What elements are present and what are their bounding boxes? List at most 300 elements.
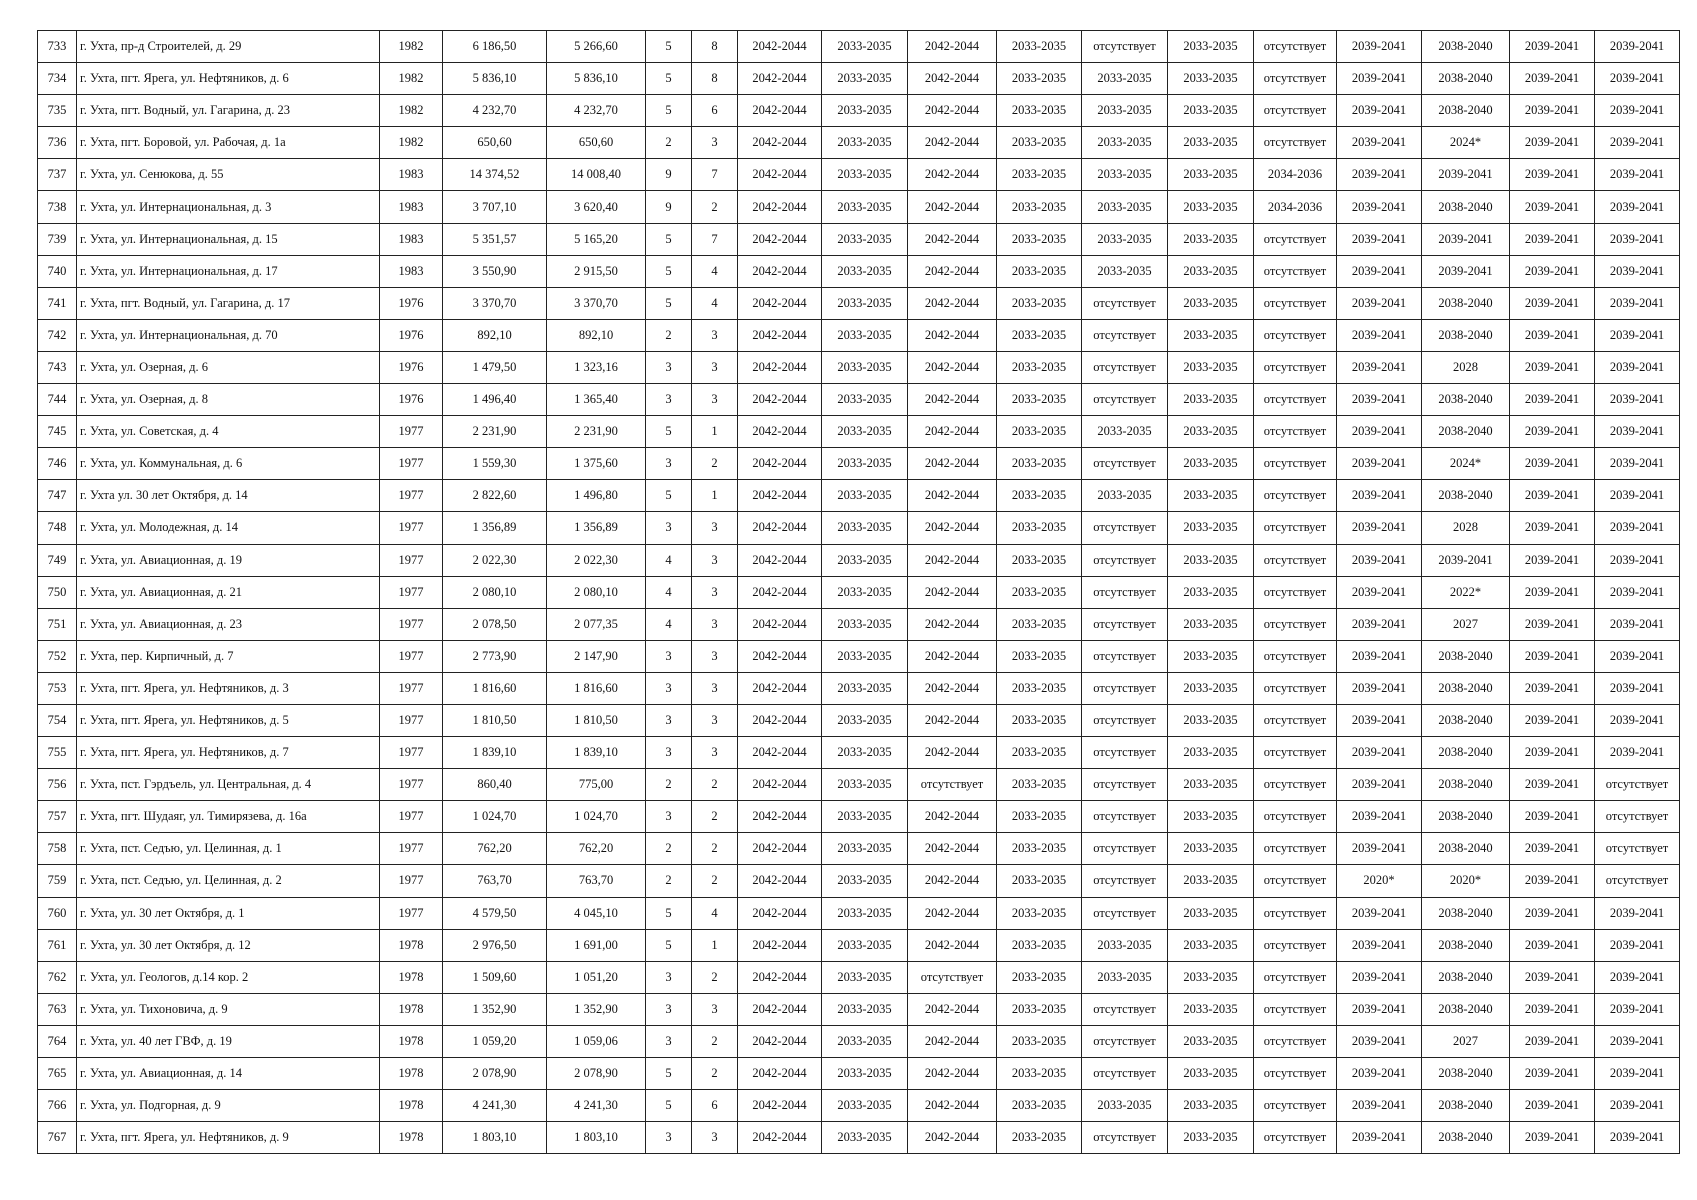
table-cell: 2039-2041 bbox=[1510, 769, 1595, 801]
table-cell: 2039-2041 bbox=[1510, 1025, 1595, 1057]
row-number-cell: 743 bbox=[38, 351, 77, 383]
table-cell: 3 bbox=[692, 704, 738, 736]
table-cell: 2020* bbox=[1337, 865, 1422, 897]
table-cell: 2033-2035 bbox=[822, 865, 908, 897]
table-cell: 1 059,20 bbox=[443, 1025, 547, 1057]
table-cell: 2033-2035 bbox=[997, 833, 1082, 865]
table-cell: 2033-2035 bbox=[822, 319, 908, 351]
table-cell: 2 080,10 bbox=[443, 576, 547, 608]
table-cell: 1977 bbox=[380, 640, 443, 672]
table-cell: 2033-2035 bbox=[1168, 159, 1254, 191]
table-cell: отсутствует bbox=[1254, 1090, 1337, 1122]
table-cell: 2033-2035 bbox=[997, 95, 1082, 127]
table-cell: 2042-2044 bbox=[738, 576, 822, 608]
table-cell: 3 370,70 bbox=[547, 287, 646, 319]
table-cell: 2039-2041 bbox=[1337, 737, 1422, 769]
table-row bbox=[38, 608, 1680, 640]
table-cell: отсутствует bbox=[1254, 929, 1337, 961]
table-cell: 3 bbox=[692, 351, 738, 383]
table-cell: 1977 bbox=[380, 480, 443, 512]
table-cell: 5 165,20 bbox=[547, 223, 646, 255]
table-cell: 2033-2035 bbox=[822, 897, 908, 929]
table-cell: 2039-2041 bbox=[1510, 287, 1595, 319]
table-cell: 2033-2035 bbox=[997, 1122, 1082, 1154]
table-cell: 2039-2041 bbox=[1510, 833, 1595, 865]
table-cell: 2042-2044 bbox=[908, 384, 997, 416]
table-cell: 2039-2041 bbox=[1595, 1058, 1680, 1090]
table-cell: 2 bbox=[692, 769, 738, 801]
table-cell: 2039-2041 bbox=[1422, 159, 1510, 191]
table-cell: отсутствует bbox=[1254, 351, 1337, 383]
table-cell: 2033-2035 bbox=[822, 833, 908, 865]
table-cell: 1983 bbox=[380, 223, 443, 255]
table-cell: 2033-2035 bbox=[997, 993, 1082, 1025]
table-cell: 2039-2041 bbox=[1510, 929, 1595, 961]
row-number-cell: 758 bbox=[38, 833, 77, 865]
row-number-cell: 749 bbox=[38, 544, 77, 576]
table-cell: 2038-2040 bbox=[1422, 833, 1510, 865]
table-cell: 2033-2035 bbox=[997, 929, 1082, 961]
table-cell: 2039-2041 bbox=[1595, 672, 1680, 704]
table-cell: 2042-2044 bbox=[908, 801, 997, 833]
table-cell: 2038-2040 bbox=[1422, 961, 1510, 993]
address-cell: г. Ухта, пгт. Боровой, ул. Рабочая, д. 1а bbox=[77, 127, 380, 159]
table-cell: 2039-2041 bbox=[1595, 993, 1680, 1025]
row-number-cell: 746 bbox=[38, 448, 77, 480]
table-cell: отсутствует bbox=[1082, 608, 1168, 640]
table-cell: 2042-2044 bbox=[908, 608, 997, 640]
table-cell: 2033-2035 bbox=[1168, 801, 1254, 833]
table-cell: отсутствует bbox=[1082, 865, 1168, 897]
table-cell: 2033-2035 bbox=[997, 512, 1082, 544]
table-cell: 3 620,40 bbox=[547, 191, 646, 223]
table-cell: 2028 bbox=[1422, 512, 1510, 544]
table-cell: 1978 bbox=[380, 1122, 443, 1154]
table-cell: 1983 bbox=[380, 255, 443, 287]
table-cell: 3 bbox=[692, 993, 738, 1025]
table-cell: 5 bbox=[646, 63, 692, 95]
table-cell: 2033-2035 bbox=[997, 961, 1082, 993]
table-cell: 3 bbox=[646, 351, 692, 383]
table-cell: 2039-2041 bbox=[1595, 1090, 1680, 1122]
table-row bbox=[38, 865, 1680, 897]
table-cell: 2033-2035 bbox=[1082, 1090, 1168, 1122]
table-cell: 1977 bbox=[380, 448, 443, 480]
table-cell: 2038-2040 bbox=[1422, 704, 1510, 736]
address-cell: г. Ухта, пгт. Ярега, ул. Нефтяников, д. 5 bbox=[77, 704, 380, 736]
table-cell: 2 bbox=[692, 833, 738, 865]
table-cell: 2033-2035 bbox=[1168, 929, 1254, 961]
table-cell: 2042-2044 bbox=[908, 1025, 997, 1057]
table-cell: 2033-2035 bbox=[1168, 576, 1254, 608]
table-cell: 2042-2044 bbox=[738, 544, 822, 576]
table-cell: 1977 bbox=[380, 672, 443, 704]
table-cell: 2042-2044 bbox=[738, 961, 822, 993]
table-cell: 2039-2041 bbox=[1510, 544, 1595, 576]
table-cell: 5 bbox=[646, 95, 692, 127]
row-number-cell: 747 bbox=[38, 480, 77, 512]
table-cell: 2033-2035 bbox=[1168, 1122, 1254, 1154]
table-cell: 5 bbox=[646, 223, 692, 255]
table-cell: 2033-2035 bbox=[822, 448, 908, 480]
table-cell: отсутствует bbox=[1254, 704, 1337, 736]
table-cell: 1 816,60 bbox=[443, 672, 547, 704]
table-cell: отсутствует bbox=[1082, 512, 1168, 544]
table-cell: 2042-2044 bbox=[738, 672, 822, 704]
table-cell: 2033-2035 bbox=[822, 704, 908, 736]
address-cell: г. Ухта, ул. Интернациональная, д. 3 bbox=[77, 191, 380, 223]
table-cell: 3 bbox=[646, 448, 692, 480]
table-row bbox=[38, 801, 1680, 833]
table-cell: 2042-2044 bbox=[738, 351, 822, 383]
table-cell: 1982 bbox=[380, 95, 443, 127]
table-cell: 2 077,35 bbox=[547, 608, 646, 640]
table-cell: 2042-2044 bbox=[908, 672, 997, 704]
table-cell: 2033-2035 bbox=[822, 769, 908, 801]
table-cell: отсутствует bbox=[1082, 31, 1168, 63]
table-cell: 2033-2035 bbox=[997, 480, 1082, 512]
table-cell: отсутствует bbox=[1082, 544, 1168, 576]
table-cell: 1978 bbox=[380, 1090, 443, 1122]
table-cell: 2038-2040 bbox=[1422, 1122, 1510, 1154]
row-number-cell: 737 bbox=[38, 159, 77, 191]
row-number-cell: 744 bbox=[38, 384, 77, 416]
table-row bbox=[38, 319, 1680, 351]
table-cell: отсутствует bbox=[1254, 287, 1337, 319]
table-row bbox=[38, 961, 1680, 993]
table-cell: 2033-2035 bbox=[1168, 191, 1254, 223]
table-cell: 2042-2044 bbox=[738, 319, 822, 351]
table-cell: 2038-2040 bbox=[1422, 929, 1510, 961]
table-cell: отсутствует bbox=[1254, 544, 1337, 576]
table-cell: 2039-2041 bbox=[1337, 640, 1422, 672]
table-cell: 2038-2040 bbox=[1422, 737, 1510, 769]
table-cell: 2042-2044 bbox=[738, 384, 822, 416]
table-cell: 2033-2035 bbox=[1168, 737, 1254, 769]
table-cell: 2042-2044 bbox=[908, 640, 997, 672]
table-cell: 2039-2041 bbox=[1595, 287, 1680, 319]
table-cell: отсутствует bbox=[1254, 993, 1337, 1025]
address-cell: г. Ухта, ул. 40 лет ГВФ, д. 19 bbox=[77, 1025, 380, 1057]
table-cell: 2039-2041 bbox=[1510, 448, 1595, 480]
table-cell: 2033-2035 bbox=[1168, 1058, 1254, 1090]
housing-table bbox=[37, 30, 1680, 1154]
table-row bbox=[38, 704, 1680, 736]
table-row bbox=[38, 63, 1680, 95]
table-cell: 892,10 bbox=[547, 319, 646, 351]
table-cell: 2033-2035 bbox=[997, 127, 1082, 159]
table-cell: 2042-2044 bbox=[908, 737, 997, 769]
table-cell: 2033-2035 bbox=[1168, 384, 1254, 416]
table-cell: 2 bbox=[692, 801, 738, 833]
table-row bbox=[38, 384, 1680, 416]
table-row bbox=[38, 640, 1680, 672]
table-cell: 2042-2044 bbox=[738, 769, 822, 801]
table-cell: 2039-2041 bbox=[1337, 448, 1422, 480]
table-cell: 2033-2035 bbox=[822, 416, 908, 448]
table-cell: отсутствует bbox=[1254, 801, 1337, 833]
table-cell: 1 479,50 bbox=[443, 351, 547, 383]
table-cell: 2038-2040 bbox=[1422, 897, 1510, 929]
table-cell: 2 231,90 bbox=[443, 416, 547, 448]
table-cell: 2042-2044 bbox=[908, 319, 997, 351]
table-cell: отсутствует bbox=[1254, 127, 1337, 159]
table-cell: 2042-2044 bbox=[738, 801, 822, 833]
address-cell: г. Ухта, ул. Авиационная, д. 14 bbox=[77, 1058, 380, 1090]
table-cell: 2 078,50 bbox=[443, 608, 547, 640]
table-cell: 3 bbox=[692, 608, 738, 640]
table-cell: 2033-2035 bbox=[1168, 1090, 1254, 1122]
table-cell: отсутствует bbox=[1254, 769, 1337, 801]
table-cell: 3 370,70 bbox=[443, 287, 547, 319]
table-cell: 3 bbox=[692, 640, 738, 672]
table-cell: 1977 bbox=[380, 608, 443, 640]
row-number-cell: 760 bbox=[38, 897, 77, 929]
table-cell: 2039-2041 bbox=[1337, 191, 1422, 223]
table-cell: 1 051,20 bbox=[547, 961, 646, 993]
table-cell: 2033-2035 bbox=[1168, 993, 1254, 1025]
address-cell: г. Ухта, пст. Седъю, ул. Целинная, д. 2 bbox=[77, 865, 380, 897]
table-cell: 2033-2035 bbox=[1168, 31, 1254, 63]
table-cell: отсутствует bbox=[1082, 672, 1168, 704]
table-cell: отсутствует bbox=[1082, 351, 1168, 383]
table-cell: 1 816,60 bbox=[547, 672, 646, 704]
table-cell: 2039-2041 bbox=[1337, 287, 1422, 319]
table-cell: 3 bbox=[646, 1122, 692, 1154]
table-cell: 3 bbox=[646, 737, 692, 769]
table-cell: отсутствует bbox=[1254, 1058, 1337, 1090]
table-cell: 2039-2041 bbox=[1510, 223, 1595, 255]
table-cell: 2033-2035 bbox=[1168, 448, 1254, 480]
table-cell: 2038-2040 bbox=[1422, 319, 1510, 351]
table-cell: 2042-2044 bbox=[908, 480, 997, 512]
table-cell: 2038-2040 bbox=[1422, 480, 1510, 512]
table-cell: 2033-2035 bbox=[1168, 127, 1254, 159]
row-number-cell: 751 bbox=[38, 608, 77, 640]
table-cell: 2039-2041 bbox=[1595, 1122, 1680, 1154]
table-cell: отсутствует bbox=[1254, 640, 1337, 672]
table-cell: 2 bbox=[692, 1025, 738, 1057]
table-cell: 2038-2040 bbox=[1422, 1058, 1510, 1090]
table-cell: 2034-2036 bbox=[1254, 191, 1337, 223]
table-cell: 2033-2035 bbox=[822, 351, 908, 383]
table-row bbox=[38, 897, 1680, 929]
table-cell: 4 bbox=[646, 544, 692, 576]
table-cell: отсутствует bbox=[1254, 95, 1337, 127]
table-cell: 1 559,30 bbox=[443, 448, 547, 480]
table-cell: 2033-2035 bbox=[822, 159, 908, 191]
table-cell: 1 496,40 bbox=[443, 384, 547, 416]
address-cell: г. Ухта, пгт. Ярега, ул. Нефтяников, д. 6 bbox=[77, 63, 380, 95]
table-cell: 2039-2041 bbox=[1595, 31, 1680, 63]
table-cell: 2039-2041 bbox=[1337, 897, 1422, 929]
table-cell: 2033-2035 bbox=[997, 865, 1082, 897]
table-cell: 4 241,30 bbox=[443, 1090, 547, 1122]
table-cell: 2024* bbox=[1422, 127, 1510, 159]
table-cell: 2 bbox=[646, 319, 692, 351]
table-cell: 2042-2044 bbox=[908, 63, 997, 95]
table-cell: 2042-2044 bbox=[738, 512, 822, 544]
table-cell: 2033-2035 bbox=[1168, 961, 1254, 993]
row-number-cell: 761 bbox=[38, 929, 77, 961]
row-number-cell: 745 bbox=[38, 416, 77, 448]
table-cell: 1 356,89 bbox=[443, 512, 547, 544]
table-cell: 5 bbox=[646, 255, 692, 287]
table-cell: отсутствует bbox=[1254, 31, 1337, 63]
table-cell: 1983 bbox=[380, 191, 443, 223]
table-cell: 5 bbox=[646, 287, 692, 319]
table-cell: 2033-2035 bbox=[822, 1058, 908, 1090]
table-cell: 2039-2041 bbox=[1337, 576, 1422, 608]
address-cell: г. Ухта, пер. Кирпичный, д. 7 bbox=[77, 640, 380, 672]
table-cell: 2042-2044 bbox=[908, 704, 997, 736]
table-cell: отсутствует bbox=[1254, 255, 1337, 287]
row-number-cell: 734 bbox=[38, 63, 77, 95]
table-cell: 2039-2041 bbox=[1510, 737, 1595, 769]
table-cell: 2033-2035 bbox=[822, 255, 908, 287]
table-cell: 14 008,40 bbox=[547, 159, 646, 191]
table-cell: 2039-2041 bbox=[1337, 159, 1422, 191]
address-cell: г. Ухта, ул. Озерная, д. 6 bbox=[77, 351, 380, 383]
table-cell: 892,10 bbox=[443, 319, 547, 351]
table-cell: 2042-2044 bbox=[908, 31, 997, 63]
table-cell: 2038-2040 bbox=[1422, 993, 1510, 1025]
table-cell: 2033-2035 bbox=[1082, 95, 1168, 127]
table-cell: 7 bbox=[692, 223, 738, 255]
table-cell: 2039-2041 bbox=[1422, 255, 1510, 287]
row-number-cell: 765 bbox=[38, 1058, 77, 1090]
table-cell: 9 bbox=[646, 191, 692, 223]
table-cell: 2033-2035 bbox=[822, 961, 908, 993]
table-cell: отсутствует bbox=[1595, 769, 1680, 801]
table-cell: 2039-2041 bbox=[1595, 319, 1680, 351]
row-number-cell: 739 bbox=[38, 223, 77, 255]
table-cell: 6 186,50 bbox=[443, 31, 547, 63]
table-cell: 2033-2035 bbox=[1168, 608, 1254, 640]
table-cell: 5 351,57 bbox=[443, 223, 547, 255]
table-cell: 3 bbox=[646, 993, 692, 1025]
table-cell: 2039-2041 bbox=[1510, 801, 1595, 833]
table-cell: 2042-2044 bbox=[738, 448, 822, 480]
table-cell: 2 976,50 bbox=[443, 929, 547, 961]
row-number-cell: 759 bbox=[38, 865, 77, 897]
table-cell: 2039-2041 bbox=[1337, 255, 1422, 287]
table-row bbox=[38, 448, 1680, 480]
table-cell: 2039-2041 bbox=[1510, 897, 1595, 929]
table-row bbox=[38, 576, 1680, 608]
table-row bbox=[38, 416, 1680, 448]
table-cell: 2039-2041 bbox=[1337, 127, 1422, 159]
row-number-cell: 767 bbox=[38, 1122, 77, 1154]
table-row bbox=[38, 833, 1680, 865]
table-cell: 6 bbox=[692, 1090, 738, 1122]
table-cell: 2042-2044 bbox=[738, 159, 822, 191]
row-number-cell: 750 bbox=[38, 576, 77, 608]
table-cell: отсутствует bbox=[1254, 416, 1337, 448]
table-cell: 2039-2041 bbox=[1337, 1090, 1422, 1122]
table-row bbox=[38, 1090, 1680, 1122]
table-cell: 2028 bbox=[1422, 351, 1510, 383]
table-cell: 2039-2041 bbox=[1595, 223, 1680, 255]
table-cell: 2033-2035 bbox=[1082, 191, 1168, 223]
address-cell: г. Ухта, пст. Седъю, ул. Целинная, д. 1 bbox=[77, 833, 380, 865]
table-row bbox=[38, 1025, 1680, 1057]
table-cell: 1 810,50 bbox=[443, 704, 547, 736]
table-cell: 2033-2035 bbox=[822, 223, 908, 255]
table-cell: 2033-2035 bbox=[822, 1122, 908, 1154]
table-row bbox=[38, 191, 1680, 223]
address-cell: г. Ухта, ул. Геологов, д.14 кор. 2 bbox=[77, 961, 380, 993]
row-number-cell: 756 bbox=[38, 769, 77, 801]
row-number-cell: 742 bbox=[38, 319, 77, 351]
table-cell: 2033-2035 bbox=[1168, 640, 1254, 672]
table-cell: отсутствует bbox=[1595, 801, 1680, 833]
table-cell: 2042-2044 bbox=[908, 865, 997, 897]
table-row bbox=[38, 993, 1680, 1025]
table-cell: 2033-2035 bbox=[1168, 544, 1254, 576]
table-cell: 1978 bbox=[380, 1058, 443, 1090]
table-cell: 2038-2040 bbox=[1422, 191, 1510, 223]
table-cell: 1 bbox=[692, 480, 738, 512]
table-row bbox=[38, 1058, 1680, 1090]
table-cell: 2039-2041 bbox=[1595, 480, 1680, 512]
table-row bbox=[38, 95, 1680, 127]
table-cell: 1982 bbox=[380, 63, 443, 95]
table-cell: 2033-2035 bbox=[997, 63, 1082, 95]
table-cell: 2039-2041 bbox=[1510, 159, 1595, 191]
table-cell: 2033-2035 bbox=[1168, 63, 1254, 95]
table-cell: отсутствует bbox=[1254, 576, 1337, 608]
table-cell: 2027 bbox=[1422, 1025, 1510, 1057]
table-cell: 2042-2044 bbox=[738, 1090, 822, 1122]
table-cell: 2039-2041 bbox=[1595, 737, 1680, 769]
address-cell: г. Ухта, ул. Интернациональная, д. 15 bbox=[77, 223, 380, 255]
row-number-cell: 735 bbox=[38, 95, 77, 127]
table-cell: 7 bbox=[692, 159, 738, 191]
table-cell: 762,20 bbox=[547, 833, 646, 865]
table-cell: 2039-2041 bbox=[1337, 63, 1422, 95]
table-cell: 1 024,70 bbox=[547, 801, 646, 833]
table-cell: 2039-2041 bbox=[1595, 961, 1680, 993]
table-cell: 1977 bbox=[380, 737, 443, 769]
address-cell: г. Ухта, пгт. Водный, ул. Гагарина, д. 17 bbox=[77, 287, 380, 319]
table-cell: 2042-2044 bbox=[908, 897, 997, 929]
table-cell: 1977 bbox=[380, 897, 443, 929]
table-cell: 2038-2040 bbox=[1422, 769, 1510, 801]
table-cell: 2 bbox=[692, 1058, 738, 1090]
table-cell: 2042-2044 bbox=[738, 63, 822, 95]
table-cell: 2039-2041 bbox=[1510, 993, 1595, 1025]
table-cell: 1978 bbox=[380, 929, 443, 961]
table-cell: 2033-2035 bbox=[997, 737, 1082, 769]
address-cell: г. Ухта, пр-д Строителей, д. 29 bbox=[77, 31, 380, 63]
table-cell: 2042-2044 bbox=[908, 544, 997, 576]
table-cell: 2033-2035 bbox=[1168, 704, 1254, 736]
table-cell: 763,70 bbox=[547, 865, 646, 897]
table-cell: 2033-2035 bbox=[1168, 1025, 1254, 1057]
table-cell: 2042-2044 bbox=[738, 191, 822, 223]
table-cell: 2039-2041 bbox=[1510, 95, 1595, 127]
row-number-cell: 762 bbox=[38, 961, 77, 993]
table-cell: отсутствует bbox=[1082, 287, 1168, 319]
table-row bbox=[38, 769, 1680, 801]
table-cell: 2033-2035 bbox=[822, 608, 908, 640]
table-cell: 2039-2041 bbox=[1510, 640, 1595, 672]
table-cell: 4 232,70 bbox=[443, 95, 547, 127]
table-cell: 1978 bbox=[380, 1025, 443, 1057]
table-cell: 1 352,90 bbox=[443, 993, 547, 1025]
table-cell: 2 bbox=[692, 191, 738, 223]
